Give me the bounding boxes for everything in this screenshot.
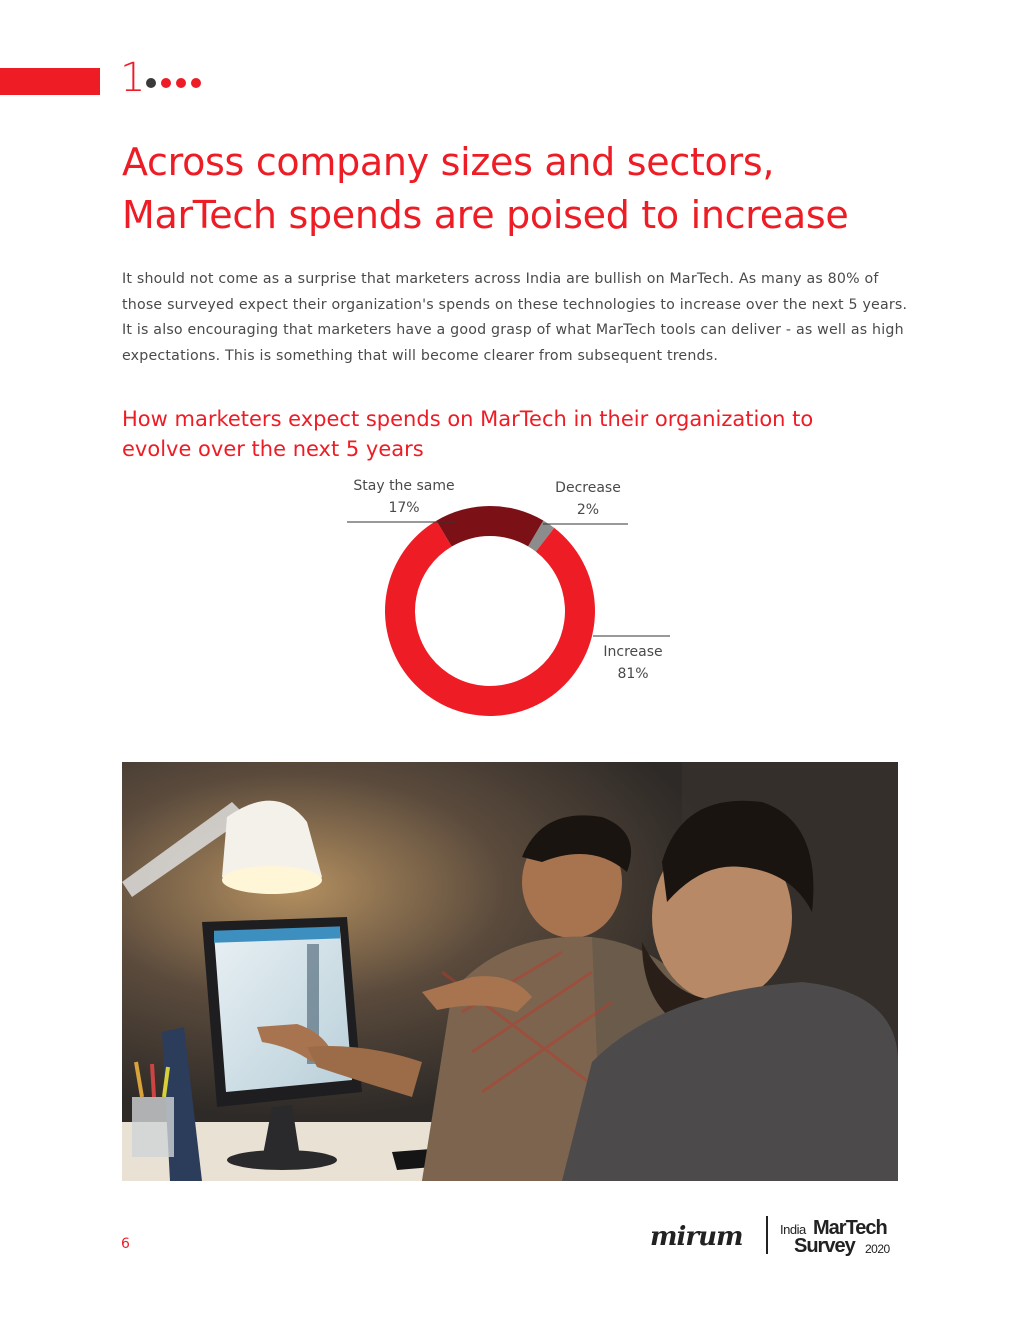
progress-dot-current [146, 78, 156, 88]
section-marker-bar [0, 68, 100, 95]
label-decrease [544, 477, 632, 521]
label-stay-the-same [340, 475, 468, 519]
progress-dot [191, 78, 201, 88]
logo-year-text: 2020 [865, 1242, 890, 1256]
progress-dot [161, 78, 171, 88]
section-number: 1 [120, 55, 146, 101]
label-increase [593, 641, 673, 685]
india-martech-survey-logo [780, 1216, 900, 1260]
logo-divider [766, 1216, 768, 1254]
section-progress-dots [146, 78, 201, 88]
progress-dot [176, 78, 186, 88]
logo-india-text: India [780, 1222, 806, 1237]
page-number: 6 [121, 1236, 130, 1252]
office-photo [122, 762, 898, 1181]
intro-paragraph: It should not come as a surprise that marketers across India are bullish on MarTech. As many as 80% of those surveyed expect their organization's spends on these technologies to increase over the next 5 years. It is also encouraging that marketers have a good grasp of what MarTech tools can deliver - as well as high expectations. This is something that will become clearer from subsequent trends. [122, 271, 908, 364]
slice-label: Decrease [555, 480, 621, 496]
page-title: Across company sizes and sectors, MarTech spends are poised to increase [122, 140, 849, 237]
donut-chart [300, 470, 720, 740]
slice-value: 2% [576, 502, 600, 518]
footer-logos [650, 1212, 900, 1258]
slice-value: 81% [617, 666, 649, 682]
slice-value: 17% [388, 500, 420, 516]
logo-survey-text: Survey [794, 1235, 855, 1257]
mirum-logo: mirum [650, 1222, 743, 1252]
photo-two-men-at-computer [122, 762, 898, 1181]
logo-martech-text: MarTech [813, 1217, 887, 1239]
chart-title: How marketers expect spends on MarTech in their organization to evolve over the next 5 years [122, 407, 814, 461]
slice-label: Increase [603, 644, 663, 660]
slice-label: Stay the same [353, 478, 455, 494]
donut-slice-increase [385, 521, 595, 716]
